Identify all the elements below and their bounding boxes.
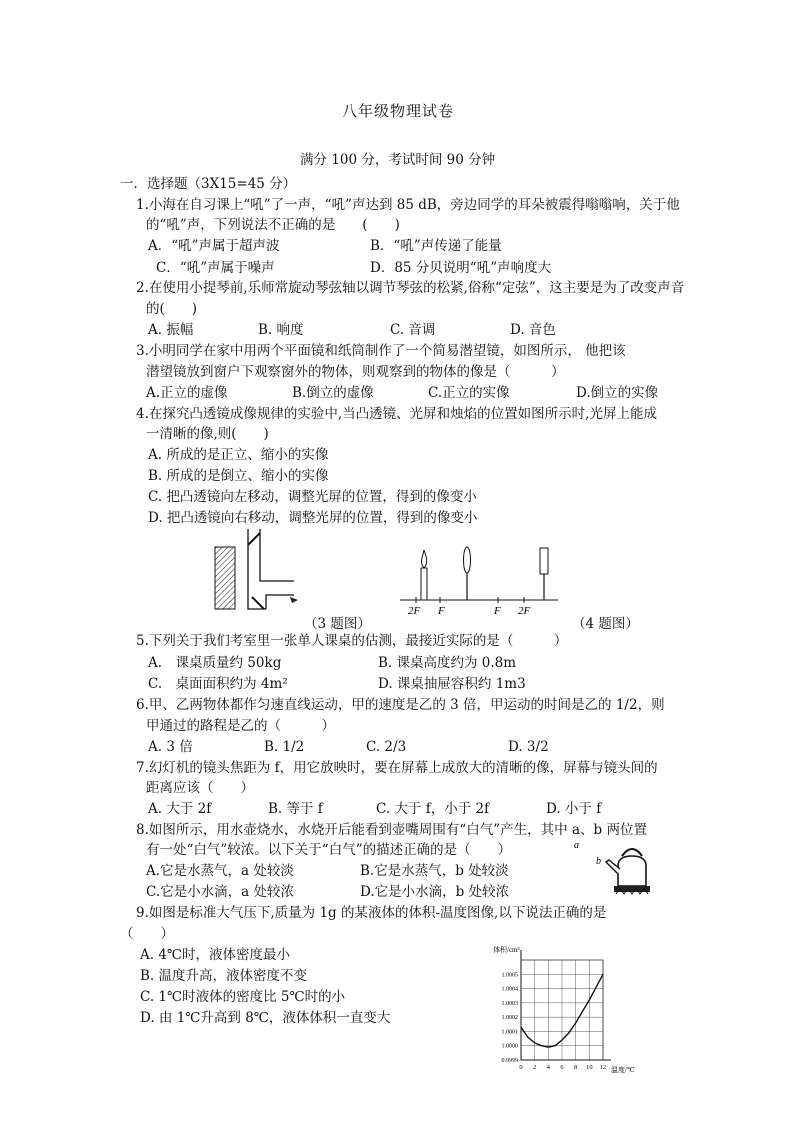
q4-option-c: C. 把凸透镜向左移动，调整光屏的位置，得到的像变小: [148, 489, 477, 505]
q1-stem-line2: 的“吼”声，下列说法不正确的是 ( ): [146, 217, 400, 233]
kettle-figure: [570, 836, 660, 898]
q7-stem-line2: 距离应该（ ）: [146, 780, 254, 796]
q6-stem-line1: 6.甲、乙两物体都作匀速直线运动，甲的速度是乙的 3 倍，甲运动的时间是乙的 1/2，则: [136, 697, 665, 713]
q9-option-d: D. 由 1℃升高到 8℃，液体体积一直变大: [140, 1010, 391, 1026]
y-tick-label: 1.0003: [501, 1000, 518, 1007]
section-heading: 一．选择题（3X15=45 分）: [120, 176, 297, 192]
page-title: 八年级物理试卷: [342, 102, 455, 120]
q2-stem-line1: 2.在使用小提琴前,乐师常旋动琴弦轴以调节琴弦的松紧,俗称“定弦”，这主要是为了改变声音: [136, 280, 685, 296]
y-tick-label: 1.0004: [501, 986, 518, 993]
q3-option-a: A.正立的虚像: [146, 385, 228, 401]
q1-option-a: A．“吼”声属于超声波: [148, 238, 280, 254]
x-tick-label: 6: [560, 1064, 564, 1071]
q8-option-c: C.它是小水滴，a 处较浓: [146, 884, 294, 900]
optical-bench-figure: [398, 540, 568, 620]
periscope-tube: [248, 529, 294, 609]
q3-stem-line1: 3.小明同学在家中用两个平面镜和纸筒制作了一个简易潜望镜，如图所示， 他把该: [136, 343, 626, 359]
q6-option-b: B. 1/2: [264, 739, 305, 755]
x-tick-label: 0: [519, 1064, 523, 1071]
q5-option-d: D. 课桌抽屉容积约 1m3: [378, 676, 526, 692]
q2-option-d: D. 音色: [510, 322, 556, 338]
label-a: a: [574, 840, 579, 851]
q4-option-a: A. 所成的是正立、缩小的实像: [148, 447, 329, 463]
q6-option-d: D. 3/2: [508, 739, 549, 755]
y-tick-label: 1.0005: [501, 972, 518, 979]
wall-hatched: [215, 547, 235, 609]
light-screen: [540, 548, 548, 574]
q4-stem-line2: 一清晰的像,则( ): [146, 426, 269, 442]
q2-option-a: A. 振幅: [148, 322, 194, 338]
volume-temperature-chart: [485, 938, 645, 1078]
q6-option-a: A. 3 倍: [148, 739, 193, 755]
q5-option-c: C. 桌面面积约为 4m²: [148, 676, 288, 692]
q5-stem: 5.下列关于我们考室里一张单人课桌的估测，最接近实际的是（ ）: [136, 633, 568, 649]
eye-icon: [290, 597, 298, 603]
q9-stem-line2: （ ）: [120, 926, 174, 942]
q9-stem-line1: 9.如图是标准大气压下,质量为 1g 的某液体的体积-温度图像,以下说法正确的是: [136, 905, 607, 921]
periscope-figure: [210, 525, 305, 615]
q5-option-b: B. 课桌高度约为 0.8m: [378, 655, 517, 671]
x-tick-label: 8: [574, 1064, 578, 1071]
q3-option-d: D.倒立的实像: [576, 385, 659, 401]
candle: [421, 568, 427, 600]
y-tick-label: 1.0000: [501, 1043, 518, 1050]
flame-icon: [422, 550, 427, 568]
label-f-left: F: [438, 605, 445, 617]
q1-option-b: B．“吼”声传递了能量: [370, 238, 502, 254]
q7-option-a: A. 大于 2f: [148, 801, 212, 817]
label-b: b: [596, 856, 601, 867]
y-tick-label: 0.9999: [501, 1058, 518, 1064]
q7-option-d: D. 小于 f: [546, 801, 602, 817]
x-tick-label: 12: [599, 1064, 607, 1071]
q8-stem-line1: 8.如图所示，用水壶烧水，水烧开后能看到壶嘴周围有“白气”产生，其中 a、b 两位置: [136, 822, 647, 838]
q3-option-c: C.正立的实像: [428, 385, 510, 401]
x-axis-label: 温度/℃: [611, 1066, 635, 1074]
q4-stem-line1: 4.在探究凸透镜成像规律的实验中,当凸透镜、光屏和烛焰的位置如图所示时,光屏上能成: [136, 406, 657, 422]
q1-stem-line1: 1.小海在自习课上“吼”了一声，“吼”声达到 85 dB，旁边同学的耳朵被震得嗡嗡响，关于他: [136, 197, 680, 213]
q8-stem-line2: 有一处“白气”较浓。以下关于“白气”的描述正确的是（ ）: [146, 842, 512, 858]
q5-option-a: A. 课桌质量约 50kg: [148, 655, 282, 671]
q2-option-c: C. 音调: [390, 322, 436, 338]
q3-stem-line2: 潜望镜放到窗户下观察窗外的物体，则观察到的物体的像是（ ）: [146, 364, 565, 380]
y-tick-label: 1.0001: [501, 1029, 518, 1036]
q9-option-a: A. 4℃时，液体密度最小: [140, 947, 291, 963]
q7-stem-line1: 7.幻灯机的镜头焦距为 f，用它放映时，要在屏幕上成放大的清晰的像，屏幕与镜头间的: [136, 760, 658, 776]
x-tick-label: 2: [533, 1064, 537, 1071]
x-tick-label: 4: [546, 1064, 550, 1071]
q9-option-b: B. 温度升高，液体密度不变: [140, 968, 308, 984]
q7-option-c: C. 大于 f，小于 2f: [376, 801, 490, 817]
q8-option-d: D.它是小水滴，b 处较浓: [360, 884, 510, 900]
y-axis-label: 体积/cm³: [493, 946, 520, 954]
q8-option-b: B.它是水蒸气，b 处较淡: [360, 863, 509, 879]
q2-stem-line2: 的( ): [146, 301, 198, 317]
q1-option-c: C．“吼”声属于噪声: [156, 260, 275, 276]
q3-option-b: B.倒立的虚像: [292, 385, 374, 401]
figure3-caption: （3 题图）: [304, 616, 371, 632]
exam-info: 满分 100 分，考试时间 90 分钟: [300, 152, 496, 168]
figure4-caption: （4 题图）: [572, 616, 639, 632]
bottom-mirror: [252, 597, 264, 609]
q4-option-d: D. 把凸透镜向右移动，调整光屏的位置，得到的像变小: [148, 510, 478, 526]
kettle-body: [618, 856, 646, 886]
q6-option-c: C. 2/3: [366, 739, 407, 755]
q8-option-a: A.它是水蒸气，a 处较淡: [146, 863, 294, 879]
top-mirror: [248, 533, 260, 545]
q9-option-c: C. 1℃时液体的密度比 5℃时的小: [140, 989, 346, 1005]
q2-option-b: B. 响度: [258, 322, 304, 338]
label-f-right: F: [494, 605, 501, 617]
label-2f-right: 2F: [518, 605, 531, 617]
y-tick-label: 1.0002: [501, 1015, 518, 1022]
convex-lens: [464, 547, 471, 573]
q4-option-b: B. 所成的是倒立、缩小的实像: [148, 468, 329, 484]
q7-option-b: B. 等于 f: [268, 801, 323, 817]
label-2f-left: 2F: [408, 605, 421, 617]
x-tick-label: 10: [586, 1064, 593, 1071]
q6-stem-line2: 甲通过的路程是乙的（ ）: [146, 718, 335, 734]
q1-option-d: D．85 分贝说明“吼”声响度大: [370, 260, 552, 276]
